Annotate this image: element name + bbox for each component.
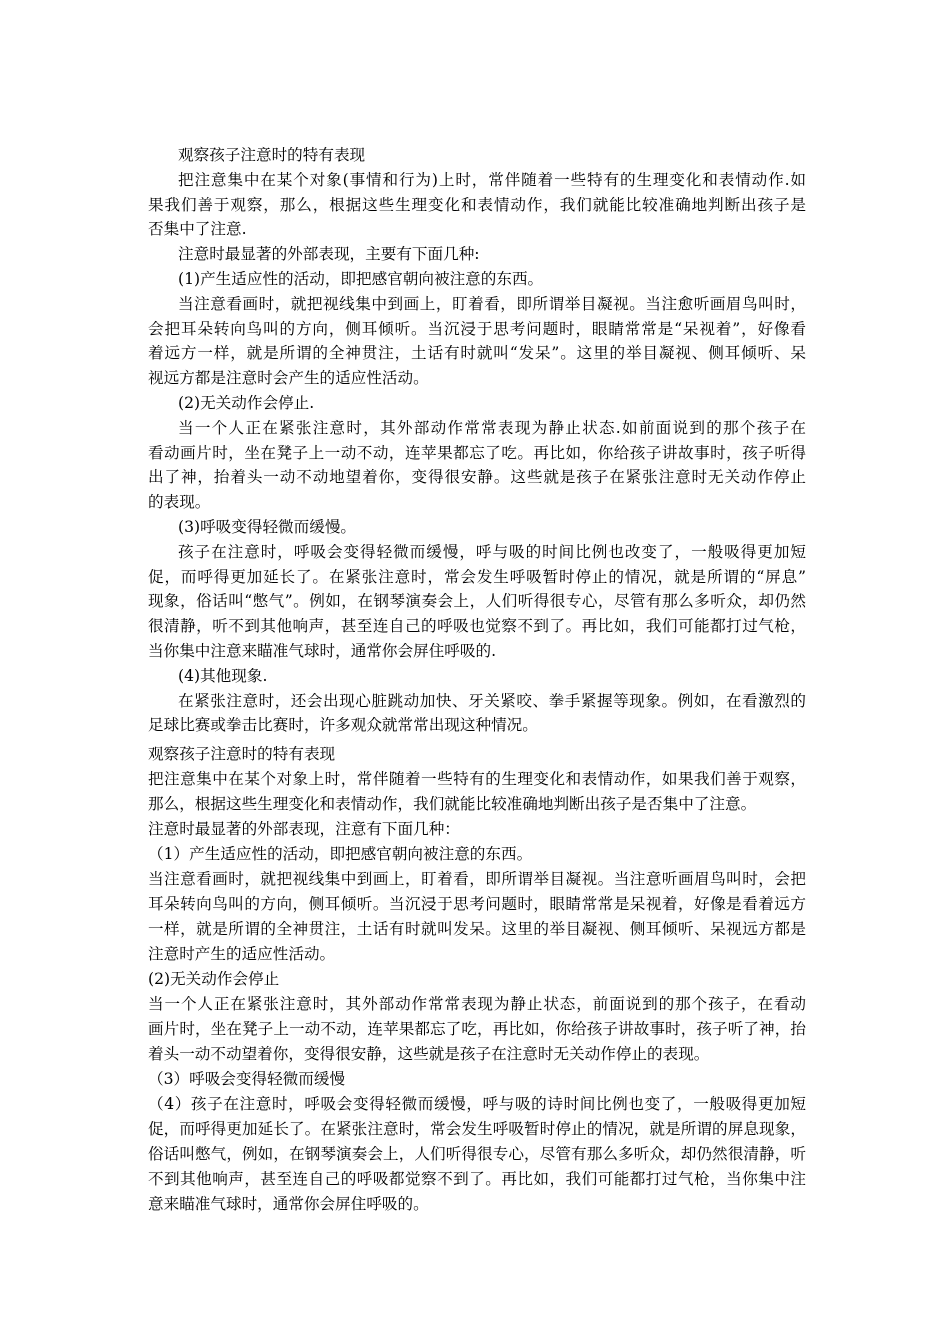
text-line: 意来瞄准气球时，通常你会屏住呼吸的。 (148, 1195, 429, 1213)
article-title: 观察孩子注意时的特有表现 (148, 745, 336, 763)
text-line: 不到其他响声，甚至连自己的呼吸都觉察不到了。再比如，我们可能都打过气枪，当你集中注 (148, 1170, 806, 1188)
text-line: 当你集中注意来瞄准气球时，通常你会屏住呼吸的. (148, 641, 497, 660)
text-line: 把注意集中在某个对象上时，常伴随着一些特有的生理变化和表情动作，如果我们善于观察， (148, 770, 806, 788)
paragraph-intro (148, 767, 806, 817)
text-line: 出了神，抬着头一动不动地望着你，变得很安静。这些就是孩子在紧张注意时无关动作停止 (148, 468, 806, 487)
text-line: 耳朵转向鸟叫的方向，侧耳倾听。当沉浸于思考问题时，眼睛常常是呆视着，好像是看着远方 (148, 895, 806, 913)
text-line: (3)呼吸变得轻微而缓慢。 (178, 517, 357, 536)
paragraph-summary (148, 242, 806, 267)
text-line: （3）呼吸会变得轻微而缓慢 (148, 1070, 346, 1088)
paragraph-2 (148, 992, 806, 1067)
paragraph-1 (148, 292, 806, 391)
paragraph-2 (148, 416, 806, 515)
paragraph-3 (148, 540, 806, 664)
subheading-3 (148, 1067, 806, 1092)
paragraph-summary (148, 817, 806, 842)
text-line: 现象，俗话叫“憋气”。例如，在钢琴演奏会上，人们听得很专心，尽管有那么多听众，却仍然 (148, 592, 806, 611)
text-line: (2)无关动作会停止 (148, 970, 280, 988)
text-line: 否集中了注意. (148, 220, 247, 239)
text-line: (2)无关动作会停止. (178, 393, 315, 412)
paragraph-1 (148, 867, 806, 967)
text-line: (4)其他现象. (178, 666, 268, 685)
text-line: 注意时最显著的外部表现，主要有下面几种: (178, 245, 480, 264)
article-title: 观察孩子注意时的特有表现 (178, 146, 366, 164)
text-line: 在紧张注意时，还会出现心脏跳动加快、牙关紧咬、拳手紧握等现象。例如，在看激烈的 (178, 691, 806, 710)
text-line: 促，而呼得更加延长了。在紧张注意时，常会发生呼吸暂时停止的情况，就是所谓的屏息现象， (148, 1120, 806, 1138)
text-line: (1)产生适应性的活动，即把感官朝向被注意的东西。 (178, 269, 544, 288)
text-line: 注意时产生的适应性活动。 (148, 945, 336, 963)
text-line: 会把耳朵转向鸟叫的方向，侧耳倾听。当沉浸于思考问题时，眼睛常常是“呆视着”，好像看 (148, 319, 806, 338)
article-version-1 (148, 143, 806, 738)
text-line: 着远方一样，就是所谓的全神贯注，土话有时就叫“发呆”。这里的举目凝视、侧耳倾听、呆 (148, 344, 806, 363)
text-line: 足球比赛或拳击比赛时，许多观众就常常出现这种情况。 (148, 716, 538, 735)
text-line: 俗话叫憋气，例如，在钢琴演奏会上，人们听得很专心，尽管有那么多听众，却仍然很清静，听 (148, 1145, 806, 1163)
text-line: 的表现。 (148, 493, 211, 512)
article-version-2 (148, 742, 806, 1217)
paragraph-3 (148, 1092, 806, 1217)
text-line: 画片时，坐在凳子上一动不动，连苹果都忘了吃，再比如，你给孩子讲故事时，孩子听了神，抬 (148, 1020, 806, 1038)
subheading-2 (148, 967, 806, 992)
text-line: 促，而呼得更加延长了。在紧张注意时，常会发生呼吸暂时停止的情况，就是所谓的“屏息” (148, 567, 806, 586)
text-line: （1）产生适应性的活动，即把感官朝向被注意的东西。 (148, 845, 533, 863)
text-line: 当注意看画时，就把视线集中到画上，盯着看，即所谓举目凝视。当注愈听画眉鸟叫时， (178, 294, 806, 313)
text-line: 看动画片时，坐在凳子上一动不动，连苹果都忘了吃。再比如，你给孩子讲故事时，孩子听得 (148, 443, 806, 462)
text-line: 着头一动不动望着你，变得很安静，这些就是孩子在注意时无关动作停止的表现。 (148, 1045, 710, 1063)
subheading-1 (148, 842, 806, 867)
text-line: 注意时最显著的外部表现，注意有下面几种： (148, 820, 460, 838)
text-line: 果我们善于观察，那么，根据这些生理变化和表情动作，我们就能比较准确地判断出孩子是 (148, 195, 806, 214)
text-line: 视远方都是注意时会产生的适应性活动。 (148, 369, 429, 388)
text-line: （4）孩子在注意时，呼吸会变得轻微而缓慢，呼与吸的诗时间比例也变了，一般吸得更加短 (148, 1095, 806, 1113)
paragraph-4 (148, 689, 806, 739)
text-line: 当注意看画时，就把视线集中到画上，盯着看，即所谓举目凝视。当注意听画眉鸟叫时，会把 (148, 870, 806, 888)
text-line: 当一个人正在紧张注意时，其外部动作常常表现为静止状态.如前面说到的那个孩子在 (178, 418, 806, 437)
subheading-2 (148, 391, 806, 416)
paragraph-intro (148, 168, 806, 242)
subheading-3 (148, 515, 806, 540)
text-line: 当一个人正在紧张注意时，其外部动作常常表现为静止状态，前面说到的那个孩子，在看动 (148, 995, 806, 1013)
text-line: 那么，根据这些生理变化和表情动作，我们就能比较准确地判断出孩子是否集中了注意。 (148, 795, 757, 813)
subheading-1 (148, 267, 806, 292)
text-line: 把注意集中在某个对象(事情和行为)上时，常伴随着一些特有的生理变化和表情动作.如 (178, 170, 806, 189)
text-line: 孩子在注意时，呼吸会变得轻微而缓慢，呼与吸的时间比例也改变了，一般吸得更加短 (178, 542, 806, 561)
subheading-4 (148, 664, 806, 689)
text-line: 一样，就是所谓的全神贯注，土话有时就叫发呆。这里的举目凝视、侧耳倾听、呆视远方都是 (148, 920, 806, 938)
text-line: 很清静，听不到其他响声，甚至连自己的呼吸也觉察不到了。再比如，我们可能都打过气枪， (148, 617, 806, 636)
